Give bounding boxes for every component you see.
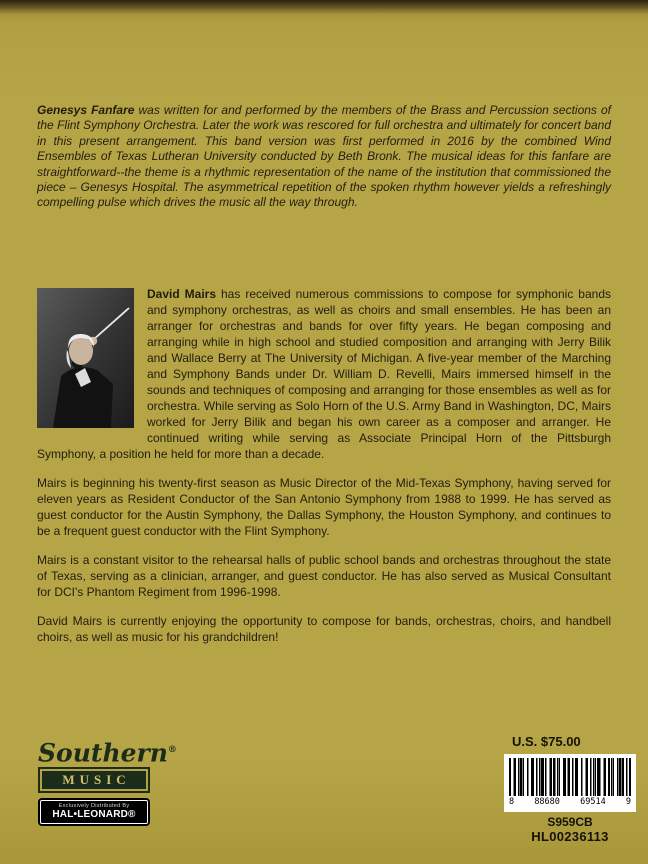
price-label: U.S. $75.00 [512,734,581,749]
top-edge-shadow [0,0,648,14]
bio-paragraph-3: Mairs is a constant visitor to the rehearsal halls of public school bands and orchestras throughout the state of Texas, serving as a clinician, arranger, and guest conductor. He has also served as Musical Consultant for DCI's Phantom Regiment from 1996-1998. [37,553,611,599]
hal-leonard-number: HL00236113 [531,829,609,844]
catalog-numbers [504,815,636,844]
barcode-digits [509,797,631,807]
hal-leonard-logo-inner [40,800,148,824]
bio-paragraph-1-text: has received numerous commissions to compose for symphonic bands and symphony orchestras, as well as choirs and small ensembles. He has been an arranger for orchestras and bands for over fifty years. He began composing and arranging while in high school and studied composition and arranging with Jerry Bilik and Wallace Berry at The University of Michigan. A five-year member of the Marching and Symphony Bands under Dr. William D. Revelli, Mairs immersed himself in the sounds and techniques of composing and arranging for those ensembles as well as for orchestra. While serving as Solo Horn of the U.S. Army Band in Washington, DC, Mairs worked for Jerry Bilik and began his own career as a composer and arranger. He continued writing while serving as Associate Principal Horn of the Pittsburgh Symphony, a position he held for more than a decade. [37,287,611,461]
upc-tail-digit: 9 [625,797,631,807]
barcode-bars [509,758,631,796]
publisher-logo-block [38,737,177,826]
composer-name: David Mairs [147,287,217,301]
upc-barcode [504,754,636,812]
composer-biography [37,286,611,658]
southern-logo-text: Southern [38,738,168,768]
distributed-by-text: Exclusively Distributed By [58,803,130,810]
music-logo-text: MUSIC [42,771,146,789]
upc-lead-digit: 8 [509,797,515,807]
music-logo-box [38,767,150,793]
work-title: Genesys Fanfare [37,103,135,117]
bio-paragraph-4: David Mairs is currently enjoying the opportunity to compose for bands, orchestras, choirs, and handbell choirs, as well as music for his grandchildren! [37,614,611,644]
program-note [37,103,611,211]
registered-mark: ® [167,745,177,755]
hal-leonard-name: HAL•LEONARD® [52,809,136,821]
southern-logo [38,737,177,768]
program-note-text: was written for and performed by the members of the Brass and Percussion sections of the Flint Symphony Orchestra. Later the work was rescored for full orchestra and ultimately for concert band in this present arrangement. This band version was first performed in 2016 by the combined Wind Ensembles of Texas Lutheran University conducted by Beth Bronk. The musical ideas for this fanfare are straightforward--the theme is a rhythmic representation of the name of the institution that commissioned the piece – Genesys Hospital. The asymmetrical repetition of the spoken rhythm however yields a refreshingly compelling pulse which drives the music all the way through. [37,103,611,210]
upc-group-2: 69514 [580,797,606,807]
bio-paragraph-2: Mairs is beginning his twenty-first season as Music Director of the Mid-Texas Symphony, having served for eleven years as Resident Conductor of the San Antonio Symphony from 1988 to 1999. He has served as guest conductor for the Austin Symphony, the Dallas Symphony, the Houston Symphony, and continues to be a frequent guest conductor with the Flint Symphony. [37,476,611,538]
composer-photo [37,288,134,428]
catalog-number: S959CB [547,815,593,829]
hal-leonard-logo [38,798,150,826]
upc-group-1: 88680 [534,797,560,807]
